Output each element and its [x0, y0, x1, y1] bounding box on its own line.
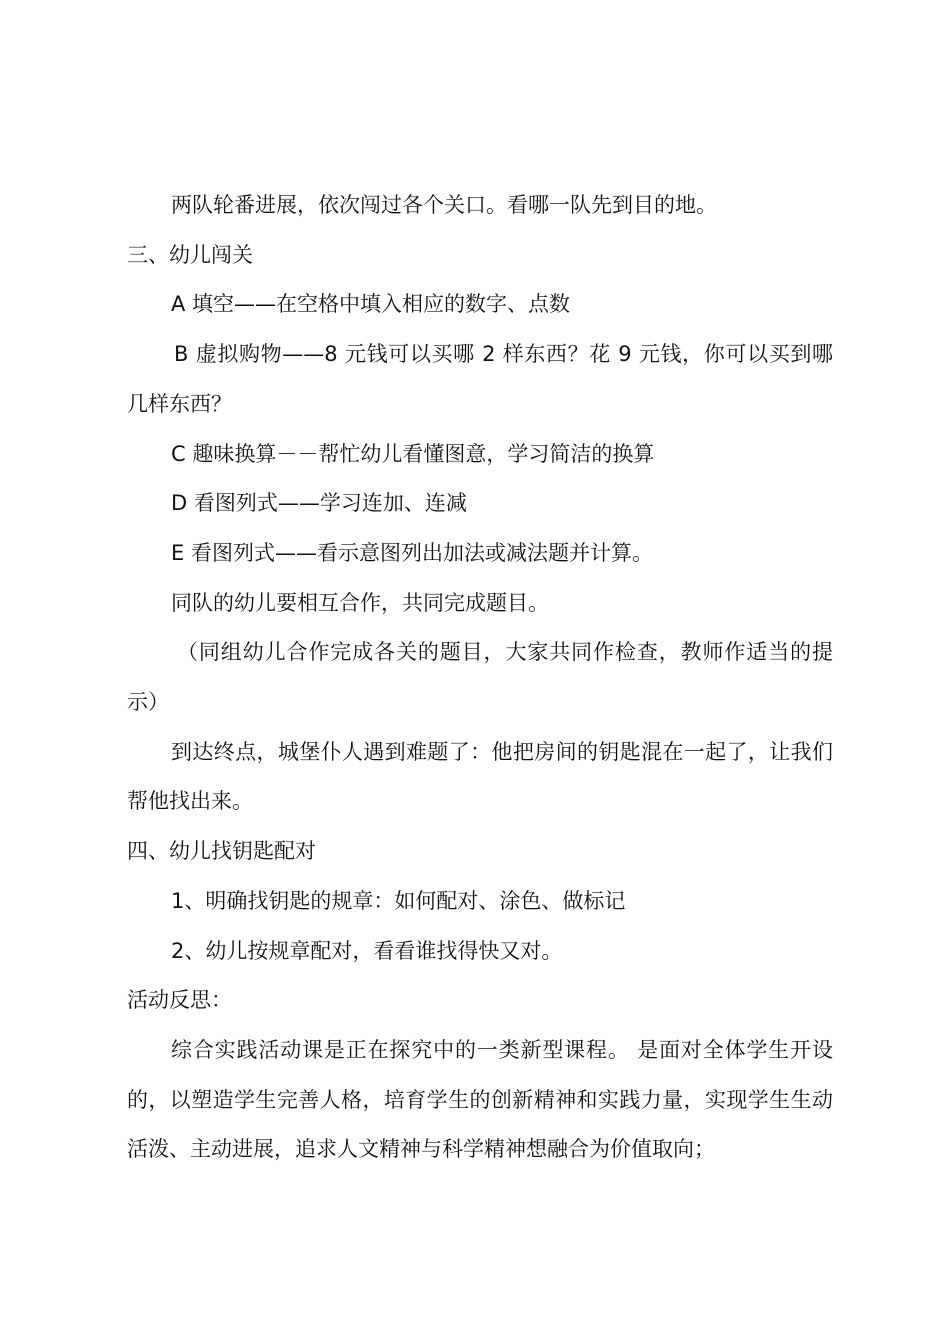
step-2-matching: 2、幼儿按规章配对，看看谁找得快又对。 — [171, 938, 563, 963]
paragraph-team-rotation: 两队轮番进展，依次闯过各个关口。看哪一队先到目的地。 — [171, 193, 717, 217]
task-d-picture-equation: D 看图列式——学习连加、连减 — [171, 491, 467, 516]
reflection-heading: 活动反思： — [127, 988, 232, 1013]
task-b-virtual-shopping: B 虚拟购物——8 元钱可以买哪 2 样东西？花 9 元钱，你可以买到哪几样东西？ — [127, 342, 833, 416]
paragraph-reflection: 综合实践活动课是正在探究中的一类新型课程。 是面对全体学生开设的，以塑造学生完善人格，培育学生的创新精神和实践力量，实现学生生动活泼、主动进展，追求人文精神与科学精神想融合为价值取向； — [127, 1037, 833, 1162]
task-c-conversion: C 趣味换算－－帮忙幼儿看懂图意，学习简洁的换算 — [171, 441, 655, 466]
section-heading-4: 四、幼儿找钥匙配对 — [127, 839, 316, 864]
section-heading-3: 三、幼儿闯关 — [127, 242, 253, 267]
document-body — [127, 181, 833, 1175]
task-a-fill-blank: A 填空——在空格中填入相应的数字、点数 — [171, 292, 571, 317]
task-e-picture-equation: E 看图列式——看示意图列出加法或减法题并计算。 — [171, 540, 653, 565]
step-1-rules: 1、明确找钥匙的规章：如何配对、涂色、做标记 — [171, 888, 626, 913]
paragraph-castle-key: 到达终点，城堡仆人遇到难题了：他把房间的钥匙混在一起了，让我们帮他找出来。 — [127, 739, 833, 814]
paragraph-cooperation: 同队的幼儿要相互合作，共同完成题目。 — [171, 590, 549, 615]
paragraph-note: （同组幼儿合作完成各关的题目，大家共同作检查，教师作适当的提示） — [127, 640, 833, 715]
